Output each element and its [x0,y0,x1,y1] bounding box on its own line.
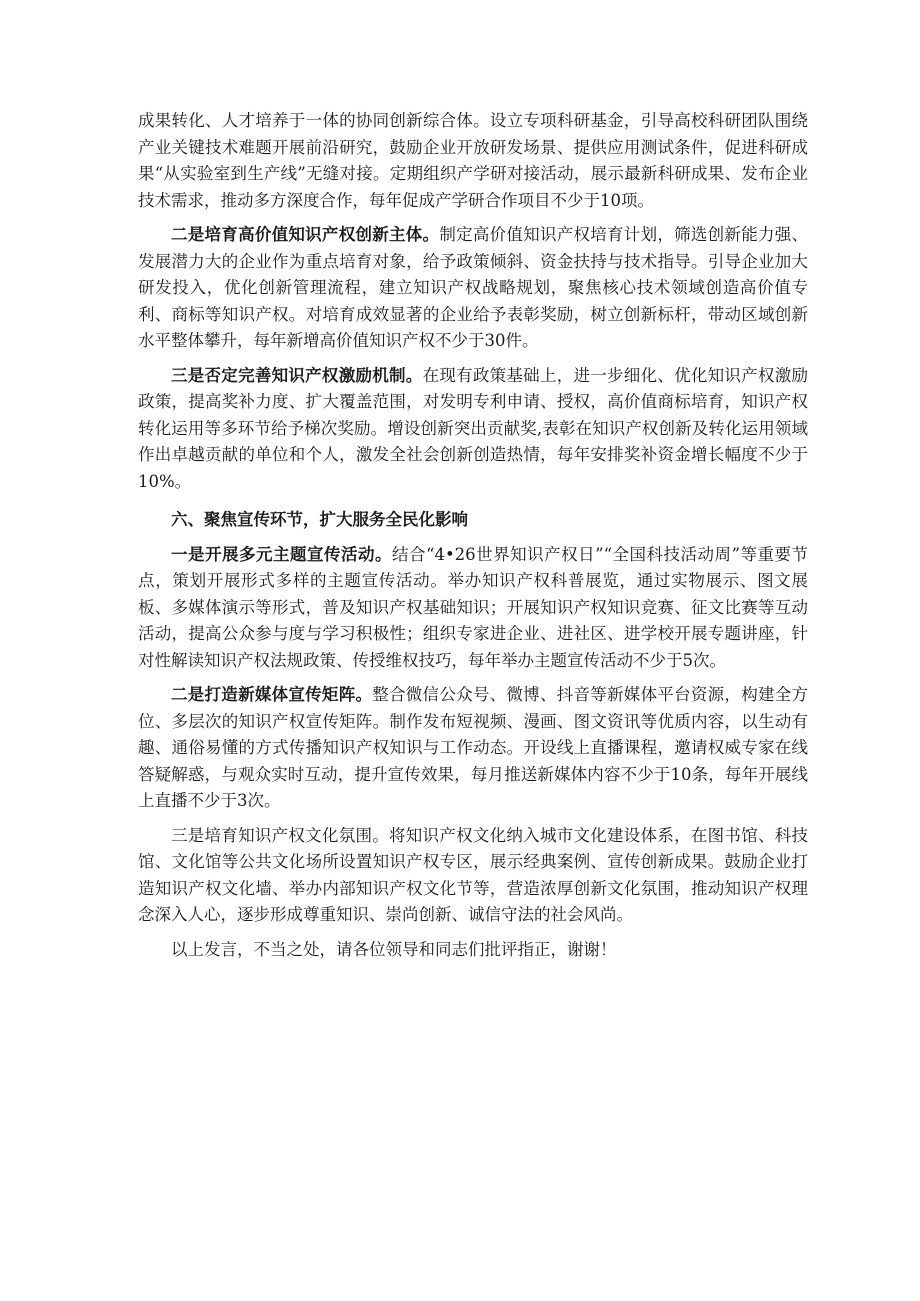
paragraph-theme-campaign [138,542,808,675]
section-heading: 六、聚焦宣传环节，扩大服务全民化影响 [171,510,468,529]
paragraph-lead: 二是打造新媒体宣传矩阵。 [171,685,373,704]
paragraph-text: 在现有政策基础上，进一步细化、优化知识产权激励政策，提高奖补力度、扩大覆盖范围，对发明专利申请、授权，高价值商标培育，知识产权转化运用等多环节给予梯次奖励。增设创新突出贡献奖,表彰在知识产权创新及转化运用领域作出卓越贡献的单位和个人，激发全社会创新创造热情，每年安排奖补资金增长幅度不少于10%。 [138,365,809,491]
paragraph-text: 将知识产权文化纳入城市文化建设体系，在图书馆、科技馆、文化馆等公共文化场所设置知识产权专区，展示经典案例、宣传创新成果。鼓励企业打造知识产权文化墙、举办内部知识产权文化节等，营造浓厚创新文化氛围，推动知识产权理念深入人心，逐步形成尊重知识、崇尚创新、诚信守法的社会风尚。 [138,825,809,924]
paragraph-continuation [138,108,808,214]
paragraph-new-media [138,682,808,815]
paragraph-text: 成果转化、人才培养于一体的协同创新综合体。设立专项科研基金，引导高校科研团队围绕产业关键技术难题开展前沿研究，鼓励企业开放研发场景、提供应用测试条件，促进科研成果“从实验室到生产线”无缝对接。定期组织产学研对接活动，展示最新科研成果、发布企业技术需求，推动多方深度合作，每年促成产学研合作项目不少于10项。 [138,111,808,210]
paragraph-lead: 二是培育高价值知识产权创新主体。 [171,225,440,244]
paragraph-ip-entity [138,222,808,355]
paragraph-culture [138,823,808,929]
paragraph-incentive [138,363,808,496]
paragraph-lead: 一是开展多元主题宣传活动。 [171,544,393,564]
paragraph-text: 制定高价值知识产权培育计划，筛选创新能力强、发展潜力大的企业作为重点培育对象，给予政策倾斜、资金扶持与技术指导。引导企业加大研发投入，优化创新管理流程，建立知识产权战略规划，聚焦核心技术领域创造高价值专利、商标等知识产权。对培育成效显著的企业给予表彰奖励，树立创新标杆，带动区域创新水平整体攀升，每年新增高价值知识产权不少于30件。 [138,225,809,350]
paragraph-lead: 三是否定完善知识产权激励机制。 [171,365,423,385]
paragraph-text: 结合“4•26世界知识产权日”“全国科技活动周”等重要节点，策划开展形式多样的主题宣传活动。举办知识产权科普展览，通过实物展示、图文展板、多媒体演示等形式，普及知识产权基础知识；开展知识产权知识竞赛、征文比赛等互动活动，提高公众参与度与学习积极性；组织专家进企业、进社区、进学校开展专题讲座，针对性解读知识产权法规政策、传授维权技巧，每年举办主题宣传活动不少于5次。 [138,544,809,670]
closing-remark: 以上发言，不当之处，请各位领导和同志们批评指正，谢谢！ [171,939,617,959]
paragraph-lead: 三是培育知识产权文化氛围。 [171,825,390,845]
paragraph-text: 整合微信公众号、微博、抖音等新媒体平台资源，构建全方位、多层次的知识产权宣传矩阵。制作发布短视频、漫画、图文资讯等优质内容，以生动有趣、通俗易懂的方式传播知识产权知识与工作动态。开设线上直播课程，邀请权威专家在线答疑解惑，与观众实时互动，提升宣传效果，每月推送新媒体内容不少于10条，每年开展线上直播不少于3次。 [138,685,809,810]
